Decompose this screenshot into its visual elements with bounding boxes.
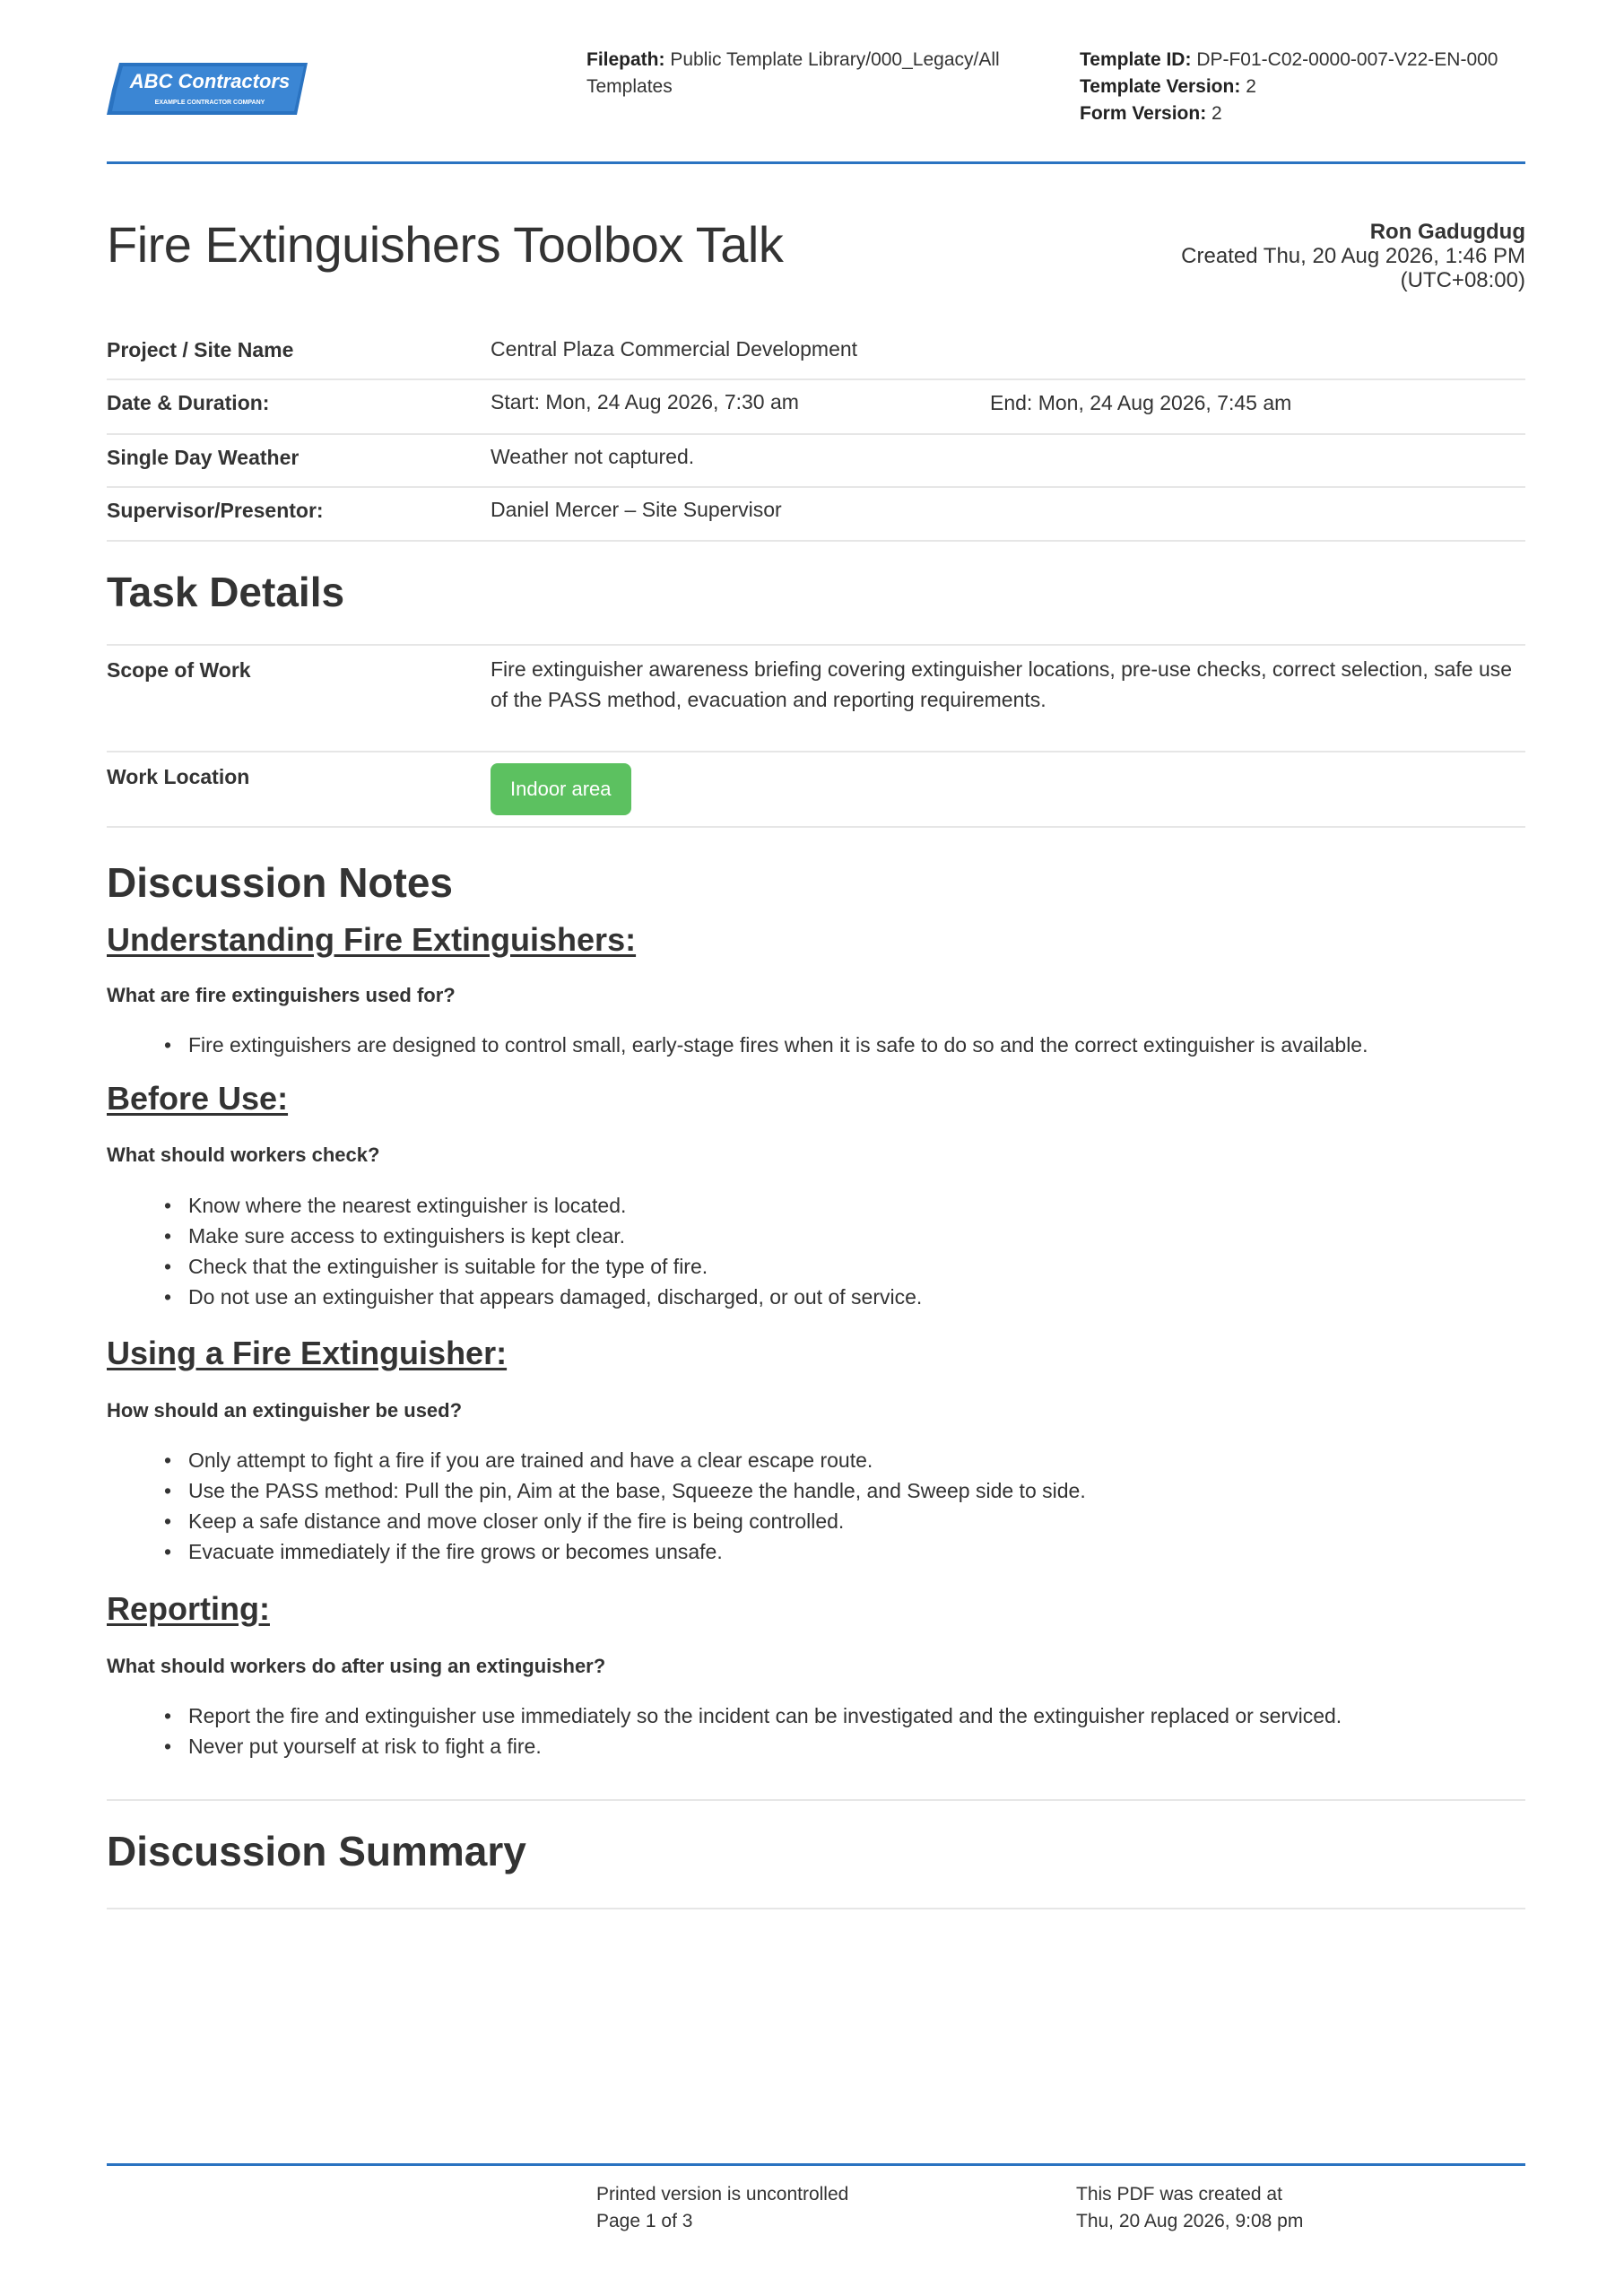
template-id-value: DP-F01-C02-0000-007-V22-EN-000 [1196, 49, 1498, 70]
footer-divider [107, 2163, 1525, 2166]
list-item: • Never put yourself at risk to fight a fire. [188, 1731, 1342, 1761]
list-item: • Use the PASS method: Pull the pin, Aim at the base, Squeeze the handle, and Sweep side to side. [188, 1475, 1086, 1506]
logo-subtext: EXAMPLE CONTRACTOR COMPANY [154, 100, 265, 106]
summary-heading: Discussion Summary [107, 1828, 526, 1874]
section-title-before-use: Before Use: [107, 1080, 289, 1117]
project-value: Central Plaza Commercial Development [491, 337, 858, 361]
template-meta-block [1080, 47, 1528, 127]
page-number: Page 1 of 3 [596, 2211, 693, 2231]
form-version-label: Form Version: [1080, 103, 1207, 124]
list-item: • Report the fire and extinguisher use immediately so the incident can be investigated and the extinguisher replaced or serviced. [188, 1700, 1342, 1731]
info-table [107, 327, 1525, 542]
date-end: End: Mon, 24 Aug 2026, 7:45 am [990, 391, 1292, 414]
uncontrolled-note: Printed version is uncontrolled [596, 2184, 849, 2205]
info-row-date [107, 380, 1525, 435]
company-logo [107, 59, 313, 118]
section-question-before-use: What should workers check? [107, 1144, 380, 1166]
weather-value: Weather not captured. [491, 445, 695, 468]
section-question-understanding: What are fire extinguishers used for? [107, 984, 456, 1006]
list-item: • Know where the nearest extinguisher is located. [188, 1190, 922, 1221]
list-item: • Check that the extinguisher is suitable for the type of fire. [188, 1251, 922, 1282]
logo-text: ABC Contractors [129, 70, 291, 92]
list-item: • Keep a safe distance and move closer only if the fire is being controlled. [188, 1506, 1086, 1536]
list-item: • Fire extinguishers are designed to control small, early-stage fires when it is safe to do so and the correct extinguisher is available. [188, 1030, 1368, 1060]
creator-block [1181, 220, 1525, 292]
info-row-project [107, 327, 1525, 380]
supervisor-label: Supervisor/Presentor: [107, 499, 324, 522]
task-row-scope [107, 646, 1525, 752]
pdf-created-value: Thu, 20 Aug 2026, 9:08 pm [1076, 2211, 1304, 2231]
list-item: • Evacuate immediately if the fire grows or becomes unsafe. [188, 1536, 1086, 1567]
scope-label: Scope of Work [107, 658, 251, 682]
page-title: Fire Extinguishers Toolbox Talk [107, 216, 784, 273]
template-version-label: Template Version: [1080, 76, 1241, 97]
weather-label: Single Day Weather [107, 446, 300, 469]
bullet-list-understanding [188, 1030, 1368, 1060]
footer-print-info [596, 2181, 848, 2235]
logo-badge-icon [107, 59, 313, 118]
created-date: Created Thu, 20 Aug 2026, 1:46 PM [1181, 244, 1525, 268]
date-start: Start: Mon, 24 Aug 2026, 7:30 am [491, 390, 799, 413]
template-id-label: Template ID: [1080, 49, 1192, 70]
template-version-value: 2 [1246, 76, 1256, 97]
filepath-block [586, 47, 1035, 100]
list-item: • Make sure access to extinguishers is kept clear. [188, 1221, 922, 1251]
discussion-heading: Discussion Notes [107, 859, 453, 906]
supervisor-value: Daniel Mercer – Site Supervisor [491, 498, 782, 521]
header-divider [107, 161, 1525, 164]
summary-bottom-rule [107, 1908, 1525, 1909]
list-item: • Only attempt to fight a fire if you are trained and have a clear escape route. [188, 1445, 1086, 1475]
pdf-created-label: This PDF was created at [1076, 2184, 1282, 2205]
bullet-list-using [188, 1445, 1086, 1567]
task-row-location [107, 752, 1525, 828]
date-label: Date & Duration: [107, 391, 270, 414]
bullet-list-reporting [188, 1700, 1342, 1761]
section-question-using: How should an extinguisher be used? [107, 1399, 463, 1422]
footer-created-info [1076, 2181, 1303, 2235]
created-timezone: (UTC+08:00) [1400, 268, 1525, 292]
summary-top-rule [107, 1799, 1525, 1801]
task-details-table [107, 646, 1525, 828]
bullet-list-before-use [188, 1190, 922, 1312]
location-badge: Indoor area [491, 763, 631, 815]
task-details-heading: Task Details [107, 569, 345, 615]
project-label: Project / Site Name [107, 338, 294, 361]
section-title-understanding: Understanding Fire Extinguishers: [107, 921, 637, 958]
info-row-supervisor [107, 488, 1525, 542]
filepath-value: Public Template Library/000_Legacy/All Templates [586, 49, 1000, 97]
section-title-reporting: Reporting: [107, 1590, 270, 1627]
form-version-value: 2 [1211, 103, 1222, 124]
creator-name: Ron Gadugdug [1369, 220, 1525, 244]
info-row-weather [107, 435, 1525, 488]
section-title-using: Using a Fire Extinguisher: [107, 1335, 508, 1371]
section-question-reporting: What should workers do after using an extinguisher? [107, 1655, 606, 1677]
document-header [107, 47, 1525, 163]
location-label: Work Location [107, 765, 250, 788]
scope-value: Fire extinguisher awareness briefing covering extinguisher locations, pre-use checks, correct selection, safe use of the PASS method, evacuation and reporting requirements. [491, 657, 1513, 711]
filepath-label: Filepath: [586, 49, 665, 70]
list-item: • Do not use an extinguisher that appears damaged, discharged, or out of service. [188, 1282, 922, 1312]
